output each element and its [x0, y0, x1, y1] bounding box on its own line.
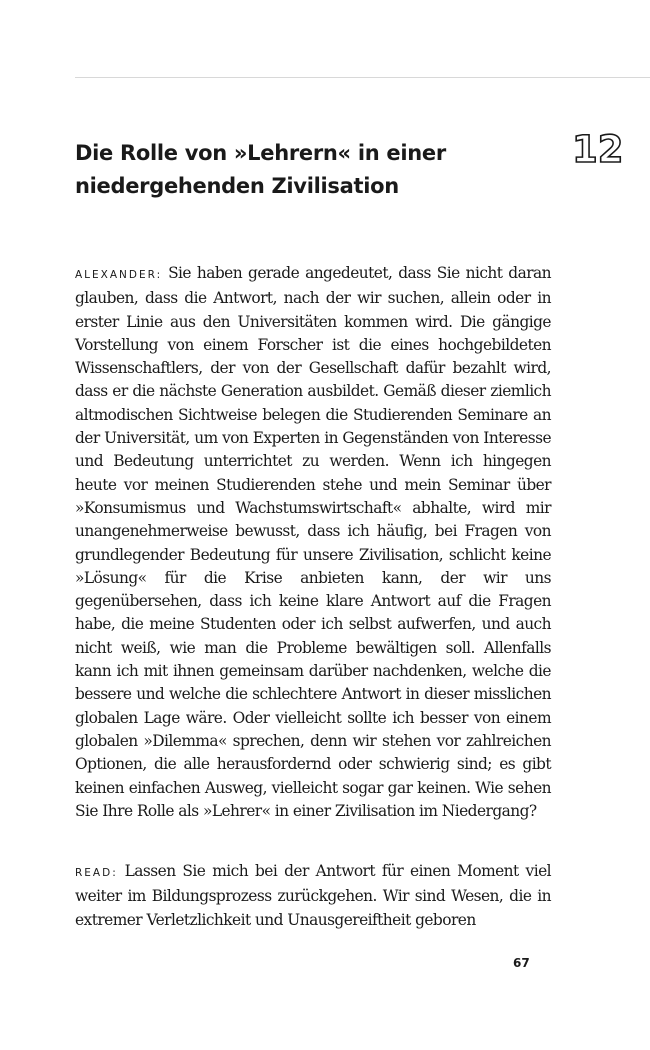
page-number: 67 [513, 956, 530, 970]
speaker-label: READ: [75, 867, 118, 879]
chapter-number: 12 [572, 128, 624, 171]
paragraph-text: Sie haben gerade angedeutet, dass Sie nicht daran glauben, dass die Antwort, nach der wir suchen, allein oder in erster Linie aus den Universitäten kommen wird. Die gängige Vorstellung von einem Forscher ist die eines hochgebildeten Wissenschaftlers, der von der Gesellschaft dafür bezahlt wird, dass er die nächste Generation ausbildet. Gemäß dieser ziemlich altmodischen Sichtweise belegen die Studierenden Seminare an der Universität, um von Experten in Gegenständen von Interesse und Bedeutung unterrichtet zu werden. Wenn ich hingegen heute vor meinen Studierenden stehe und mein Seminar über »Konsumismus und Wachstumswirtschaft« abhalte, wird mir unangenehmerweise bewusst, dass ich häufig, bei Fragen von grundlegender Bedeutung für unsere Zivilisation, schlicht keine »Lösung« für die Krise anbieten kann, der wir uns gegenübersehen, dass ich keine klare Antwort auf die Fragen habe, die meine Studenten oder ich selbst aufwerfen, und auch nicht weiß, wie man die Probleme bewältigen soll. Allenfalls kann ich mit ihnen gemeinsam darüber nachdenken, welche die bessere und welche die schlechtere Antwort in dieser misslichen globalen Lage wäre. Oder vielleicht sollte ich besser von einem globalen »Dilemma« sprechen, denn wir stehen vor zahlreichen Optionen, die alle herausfordernd oder schwierig sind; es gibt keinen einfachen Ausweg, vielleicht sogar gar keinen. Wie sehen Sie Ihre Rolle als »Lehrer« in einer Zivilisation im Niedergang? [75, 264, 552, 820]
chapter-title: Die Rolle von »Lehrern« in einer niedergehenden Zivilisation [75, 141, 446, 198]
paragraph-read [75, 860, 551, 932]
paragraph-alexander [75, 262, 551, 823]
header-rule [75, 77, 650, 78]
speaker-label: ALEXANDER: [75, 269, 163, 281]
paragraph-text: Lassen Sie mich bei der Antwort für einen Moment viel weiter im Bildungsprozess zurückgehen. Wir sind Wesen, die in extremer Verletzlichkeit und Unausgereiftheit geboren [75, 862, 552, 929]
